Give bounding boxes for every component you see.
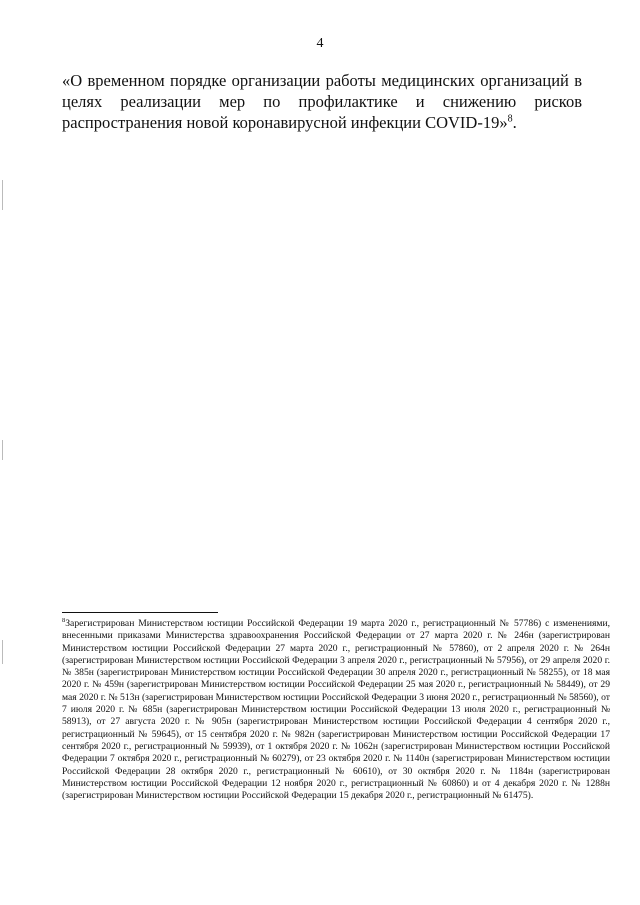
scan-artifact [2,180,3,210]
page-number: 4 [316,36,324,51]
footnote [62,618,610,802]
title-text: «О временном порядке организации работы медицинских организаций в целях реализации мер по профилактике и снижению рисков распространения новой коронавирусной инфекции COVID-19» [62,71,582,132]
footnote-divider [62,612,218,613]
footnote-text: Зарегистрирован Министерством юстиции Российской Федерации 19 марта 2020 г., регистрационный № 57786) с изменениями, внесенными приказами Министерства здравоохранения Российской Федерации от 27 марта 2020 г. № 246н (зарегистрирован Министерством юстиции Российской Федерации 27 марта 2020 г., регистрационный № 57860), от 2 апреля 2020 г. № 264н (зарегистрирован Министерством юстиции Российской Федерации 3 апреля 2020 г., регистрационный № 57956), от 29 апреля 2020 г. № 385н (зарегистрирован Министерством юстиции Российской Федерации 30 апреля 2020 г., регистрационный № 58255), от 18 мая 2020 г. № 459н (зарегистрирован Министерством юстиции Российской Федерации 25 мая 2020 г., регистрационный № 58449), от 29 мая 2020 г. № 513н (зарегистрирован Министерством юстиции Российской Федерации 3 июня 2020 г., регистрационный № 58560), от 7 июля 2020 г. № 685н (зарегистрирован Министерством юстиции Российской Федерации 13 июля 2020 г., регистрационный № 58913), от 27 августа 2020 г. № 905н (зарегистрирован Министерством юстиции Российской Федерации 4 сентября 2020 г., регистрационный № 59645), от 15 сентября 2020 г. № 982н (зарегистрирован Министерством юстиции Российской Федерации 17 сентября 2020 г., регистрационный № 59939), от 1 октября 2020 г. № 1062н (зарегистрирован Министерством юстиции Российской Федерации 7 октября 2020 г., регистрационный № 60279), от 23 октября 2020 г. № 1140н (зарегистрирован Министерством юстиции Российской Федерации 28 октября 2020 г., регистрационный № 60610), от 30 октября 2020 г. № 1184н (зарегистрирован Министерством юстиции Российской Федерации 12 ноября 2020 г., регистрационный № 60860) и от 4 декабря 2020 г. № 1288н (зарегистрирован Министерством юстиции Российской Федерации 15 декабря 2020 г., регистрационный № 61475). [62,618,610,802]
scan-artifact [2,440,3,460]
footnote-marker: 8 [62,616,66,624]
document-title-text [62,70,582,133]
footnote-reference[interactable]: 8 [507,113,513,125]
title-trailing-punctuation: . [512,113,517,132]
scan-artifact [2,640,3,664]
